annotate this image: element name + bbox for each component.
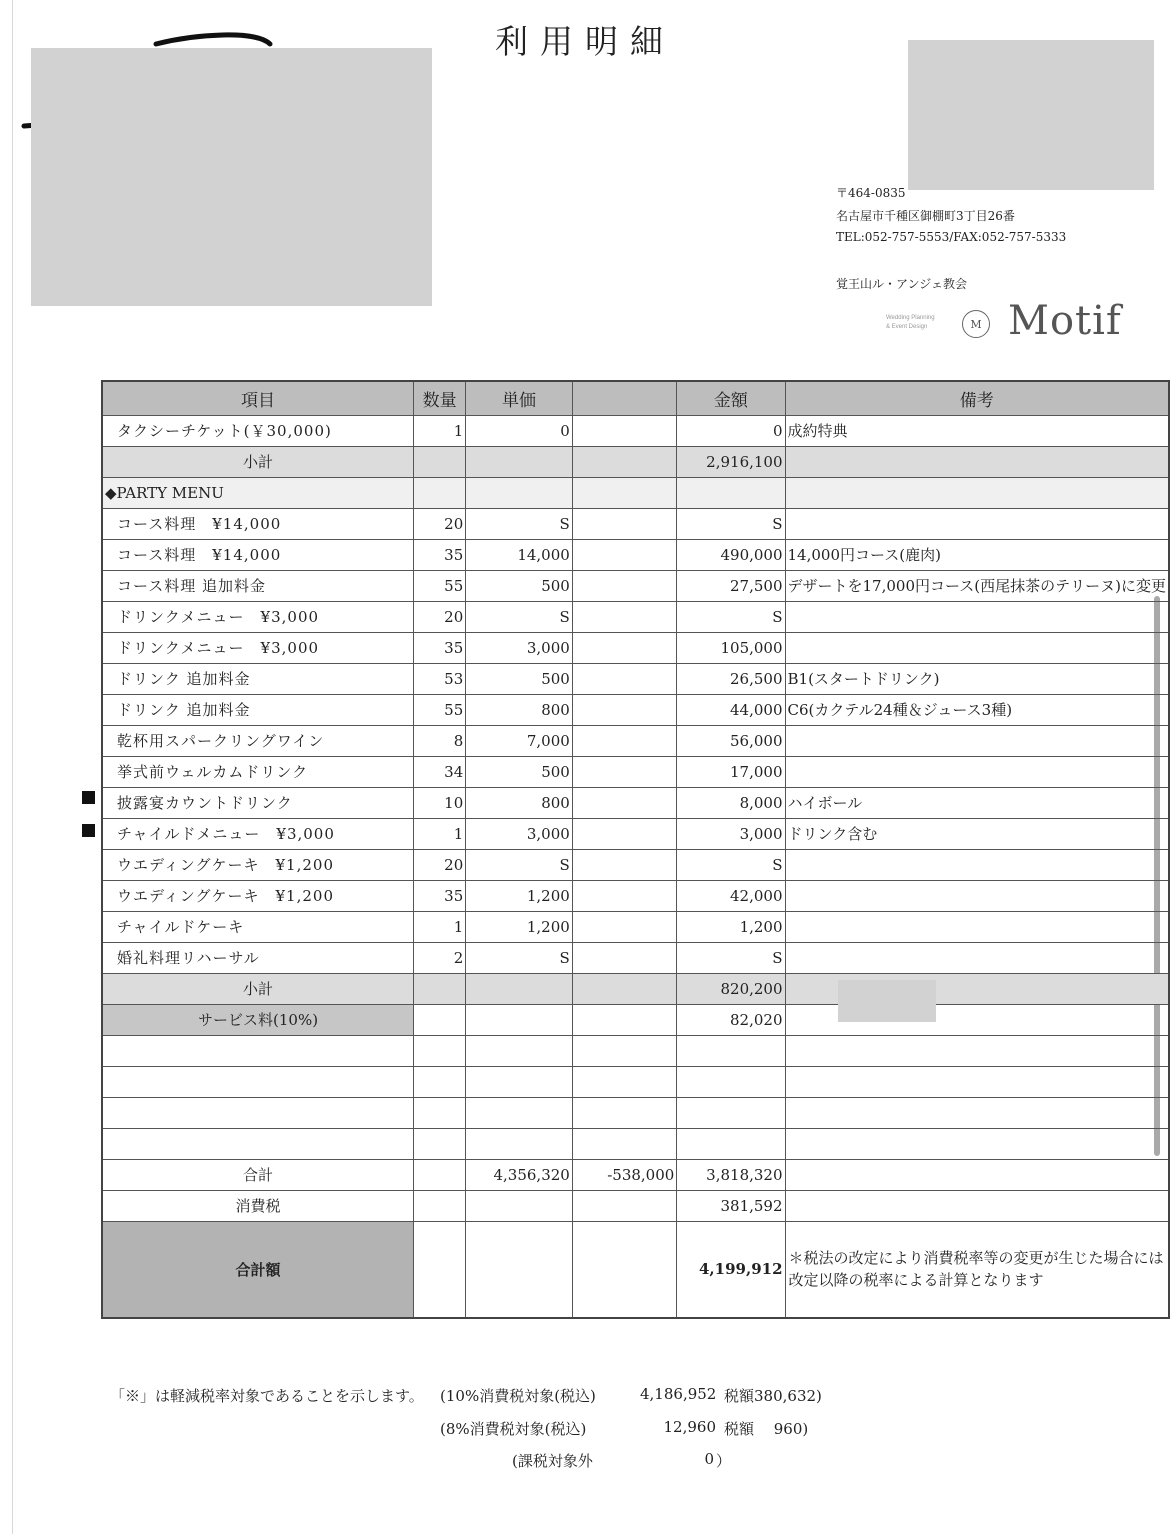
empty-cell [466, 446, 573, 477]
item-unit-price: 7,000 [466, 725, 573, 756]
item-name: ウエディングケーキ ¥1,200 [102, 849, 414, 880]
item-note [785, 508, 1169, 539]
empty-cell [677, 477, 785, 508]
empty-cell [102, 1066, 414, 1097]
line-item-row [102, 942, 1169, 973]
item-amount: 27,500 [677, 570, 785, 601]
total-price: 4,356,320 [466, 1159, 573, 1190]
item-unit-price: 800 [466, 787, 573, 818]
line-item-row [102, 787, 1169, 818]
tax8-value: 12,960 [663, 1418, 716, 1436]
item-note [785, 911, 1169, 942]
logo-tagline-line2: & Event Design [886, 324, 928, 330]
empty-cell [466, 1035, 573, 1066]
empty-cell [414, 1221, 466, 1318]
empty-cell [102, 1128, 414, 1159]
item-qty: 1 [414, 911, 466, 942]
empty-cell [785, 477, 1169, 508]
subtotal-label: 小計 [102, 446, 414, 477]
item-name: 披露宴カウントドリンク [102, 787, 414, 818]
item-qty: 1 [414, 415, 466, 446]
item-amount: 42,000 [677, 880, 785, 911]
empty-cell [572, 1221, 676, 1318]
item-amount: 17,000 [677, 756, 785, 787]
line-item-row [102, 849, 1169, 880]
item-name: ドリンク 追加料金 [102, 694, 414, 725]
logo-tagline [886, 314, 935, 332]
item-discount [572, 756, 676, 787]
tax10-label: (10%消費税対象(税込) [440, 1387, 596, 1405]
item-unit-price: S [466, 849, 573, 880]
item-discount [572, 911, 676, 942]
item-amount: 490,000 [677, 539, 785, 570]
logo-tagline-line1: Wedding Planning [886, 315, 935, 321]
empty-cell [102, 1035, 414, 1066]
item-discount [572, 663, 676, 694]
subtotal-row [102, 973, 1169, 1004]
col-header-item: 項目 [102, 381, 414, 415]
item-amount: S [677, 849, 785, 880]
empty-cell [414, 446, 466, 477]
subtotal-amount: 2,916,100 [677, 446, 785, 477]
item-name: 乾杯用スパークリングワイン [102, 725, 414, 756]
item-unit-price: 3,000 [466, 818, 573, 849]
redacted-customer-info [31, 48, 432, 306]
item-discount [572, 601, 676, 632]
nontax-label: (課税対象外 [512, 1452, 593, 1470]
empty-cell [572, 1190, 676, 1221]
blank-row [102, 1066, 1169, 1097]
item-unit-price: 3,000 [466, 632, 573, 663]
item-qty: 20 [414, 601, 466, 632]
tax10-tax: 税額380,632) [724, 1387, 822, 1405]
item-name: ドリンクメニュー ¥3,000 [102, 632, 414, 663]
item-note: C6(カクテル24種＆ジュース3種) [785, 694, 1169, 725]
item-name: チャイルドケーキ [102, 911, 414, 942]
empty-cell [785, 446, 1169, 477]
item-qty: 55 [414, 694, 466, 725]
empty-cell [572, 1004, 676, 1035]
nontax-close: ） [716, 1452, 732, 1470]
grand-total-label: 合計額 [102, 1221, 414, 1318]
item-unit-price: S [466, 942, 573, 973]
reduced-tax-marker [82, 824, 95, 837]
line-item-row [102, 880, 1169, 911]
tax8-label: (8%消費税対象(税込) [440, 1420, 587, 1438]
item-unit-price: 14,000 [466, 539, 573, 570]
subtotal-amount: 820,200 [677, 973, 785, 1004]
reduced-rate-footnote: 「※」は軽減税率対象であることを示します。 [110, 1387, 424, 1405]
empty-cell [785, 1190, 1169, 1221]
item-note [785, 632, 1169, 663]
empty-cell [677, 1066, 785, 1097]
tax-row [102, 1190, 1169, 1221]
empty-cell [572, 1066, 676, 1097]
empty-cell [785, 1159, 1169, 1190]
item-name: ドリンク 追加料金 [102, 663, 414, 694]
line-item-row [102, 725, 1169, 756]
item-name: コース料理 ¥14,000 [102, 508, 414, 539]
item-qty: 20 [414, 508, 466, 539]
document-title: 利用明細 [495, 22, 675, 61]
motif-logo-icon: M [962, 310, 990, 338]
item-qty: 55 [414, 570, 466, 601]
item-discount [572, 787, 676, 818]
item-unit-price: S [466, 508, 573, 539]
empty-cell [785, 1035, 1169, 1066]
item-name: タクシーチケット(￥30,000) [102, 415, 414, 446]
item-amount: 105,000 [677, 632, 785, 663]
street-address: 名古屋市千種区御棚町3丁目26番 [836, 209, 1015, 223]
item-name: 婚礼料理リハーサル [102, 942, 414, 973]
item-qty: 34 [414, 756, 466, 787]
col-header-unit-price: 単価 [466, 381, 573, 415]
empty-cell [466, 1097, 573, 1128]
empty-cell [785, 1066, 1169, 1097]
item-note [785, 756, 1169, 787]
motif-logo-text: Motif [1008, 298, 1122, 344]
item-note [785, 880, 1169, 911]
total-label: 合計 [102, 1159, 414, 1190]
item-qty: 35 [414, 632, 466, 663]
service-charge-label: サービス料(10%) [102, 1004, 414, 1035]
grand-total-amount: 4,199,912 [677, 1221, 785, 1318]
tax-amount: 381,592 [677, 1190, 785, 1221]
item-amount: 8,000 [677, 787, 785, 818]
item-discount [572, 632, 676, 663]
col-header-notes: 備考 [785, 381, 1169, 415]
empty-cell [414, 1035, 466, 1066]
item-discount [572, 570, 676, 601]
line-item-row [102, 632, 1169, 663]
service-charge-row [102, 1004, 1169, 1035]
empty-cell [414, 1128, 466, 1159]
item-note: ハイボール [785, 787, 1169, 818]
item-note: 成約特典 [785, 415, 1169, 446]
statement-table [101, 380, 1170, 1319]
nontax-value: 0 [704, 1450, 714, 1468]
category-label: ◆PARTY MENU [102, 477, 414, 508]
item-amount: 0 [677, 415, 785, 446]
item-discount [572, 539, 676, 570]
empty-cell [102, 1097, 414, 1128]
empty-cell [414, 1190, 466, 1221]
total-row [102, 1159, 1169, 1190]
item-name: コース料理 ¥14,000 [102, 539, 414, 570]
empty-cell [414, 1097, 466, 1128]
item-note: デザートを17,000円コース(西尾抹茶のテリーヌ)に変更 [785, 570, 1169, 601]
item-unit-price: 1,200 [466, 911, 573, 942]
item-name: チャイルドメニュー ¥3,000 [102, 818, 414, 849]
empty-cell [466, 1190, 573, 1221]
item-discount [572, 508, 676, 539]
empty-cell [466, 1221, 573, 1318]
item-note [785, 849, 1169, 880]
total-discount: -538,000 [572, 1159, 676, 1190]
item-amount: 3,000 [677, 818, 785, 849]
item-qty: 1 [414, 818, 466, 849]
item-amount: 56,000 [677, 725, 785, 756]
col-header-discount [572, 381, 676, 415]
item-discount [572, 725, 676, 756]
empty-cell [466, 477, 573, 508]
col-header-qty: 数量 [414, 381, 466, 415]
table-header-row [102, 381, 1169, 415]
item-qty: 20 [414, 849, 466, 880]
page-edge-line [12, 0, 13, 1534]
item-unit-price: 0 [466, 415, 573, 446]
item-name: ドリンクメニュー ¥3,000 [102, 601, 414, 632]
empty-cell [677, 1035, 785, 1066]
empty-cell [466, 1004, 573, 1035]
reduced-tax-marker [82, 791, 95, 804]
tax-label: 消費税 [102, 1190, 414, 1221]
item-discount [572, 818, 676, 849]
empty-cell [414, 477, 466, 508]
blank-row [102, 1097, 1169, 1128]
service-charge-amount: 82,020 [677, 1004, 785, 1035]
empty-cell [466, 973, 573, 1004]
item-name: 挙式前ウェルカムドリンク [102, 756, 414, 787]
line-item-row [102, 539, 1169, 570]
empty-cell [572, 477, 676, 508]
subtotal-label: 小計 [102, 973, 414, 1004]
empty-cell [414, 1004, 466, 1035]
item-discount [572, 415, 676, 446]
item-unit-price: 500 [466, 570, 573, 601]
item-qty: 35 [414, 880, 466, 911]
category-row [102, 477, 1169, 508]
grand-total-row [102, 1221, 1169, 1318]
item-discount [572, 694, 676, 725]
empty-cell [466, 1128, 573, 1159]
item-amount: 44,000 [677, 694, 785, 725]
line-item-row [102, 415, 1169, 446]
empty-cell [677, 1128, 785, 1159]
item-note: ドリンク含む [785, 818, 1169, 849]
item-note [785, 725, 1169, 756]
item-amount: S [677, 601, 785, 632]
line-item-row [102, 570, 1169, 601]
item-amount: S [677, 942, 785, 973]
item-qty: 10 [414, 787, 466, 818]
empty-cell [785, 1097, 1169, 1128]
line-item-row [102, 663, 1169, 694]
redacted-company-logo [908, 40, 1154, 190]
blank-row [102, 1128, 1169, 1159]
tax8-tax: 税額 960) [724, 1420, 809, 1438]
empty-cell [572, 973, 676, 1004]
line-item-row [102, 694, 1169, 725]
empty-cell [677, 1097, 785, 1128]
line-item-row [102, 818, 1169, 849]
tax-change-note: ＊税法の改定により消費税率等の変更が生じた場合には改定以降の税率による計算となります [785, 1221, 1169, 1318]
item-qty: 53 [414, 663, 466, 694]
item-qty: 8 [414, 725, 466, 756]
item-unit-price: S [466, 601, 573, 632]
empty-cell [572, 1128, 676, 1159]
line-item-row [102, 756, 1169, 787]
empty-cell [572, 1097, 676, 1128]
postal-code: 〒464-0835 [836, 186, 906, 200]
item-discount [572, 849, 676, 880]
venue-name: 覚王山ル・アンジェ教会 [836, 277, 967, 291]
line-item-row [102, 911, 1169, 942]
line-item-row [102, 508, 1169, 539]
empty-cell [572, 446, 676, 477]
item-amount: 26,500 [677, 663, 785, 694]
item-note: 14,000円コース(鹿肉) [785, 539, 1169, 570]
item-name: コース料理 追加料金 [102, 570, 414, 601]
item-note [785, 601, 1169, 632]
blank-row [102, 1035, 1169, 1066]
item-amount: S [677, 508, 785, 539]
empty-cell [785, 1128, 1169, 1159]
col-header-amount: 金額 [677, 381, 785, 415]
item-unit-price: 500 [466, 756, 573, 787]
item-name: ウエディングケーキ ¥1,200 [102, 880, 414, 911]
empty-cell [572, 1035, 676, 1066]
empty-cell [414, 1159, 466, 1190]
redacted-note-cell [838, 980, 936, 1022]
item-unit-price: 500 [466, 663, 573, 694]
item-qty: 35 [414, 539, 466, 570]
item-discount [572, 880, 676, 911]
item-unit-price: 800 [466, 694, 573, 725]
empty-cell [466, 1066, 573, 1097]
empty-cell [414, 1066, 466, 1097]
tax10-value: 4,186,952 [640, 1385, 717, 1403]
item-note: B1(スタートドリンク) [785, 663, 1169, 694]
item-qty: 2 [414, 942, 466, 973]
item-note [785, 942, 1169, 973]
item-unit-price: 1,200 [466, 880, 573, 911]
item-discount [572, 942, 676, 973]
item-amount: 1,200 [677, 911, 785, 942]
table-body [102, 415, 1169, 1318]
total-amount: 3,818,320 [677, 1159, 785, 1190]
phone-fax: TEL:052-757-5553/FAX:052-757-5333 [836, 230, 1067, 244]
empty-cell [414, 973, 466, 1004]
line-item-row [102, 601, 1169, 632]
subtotal-row [102, 446, 1169, 477]
